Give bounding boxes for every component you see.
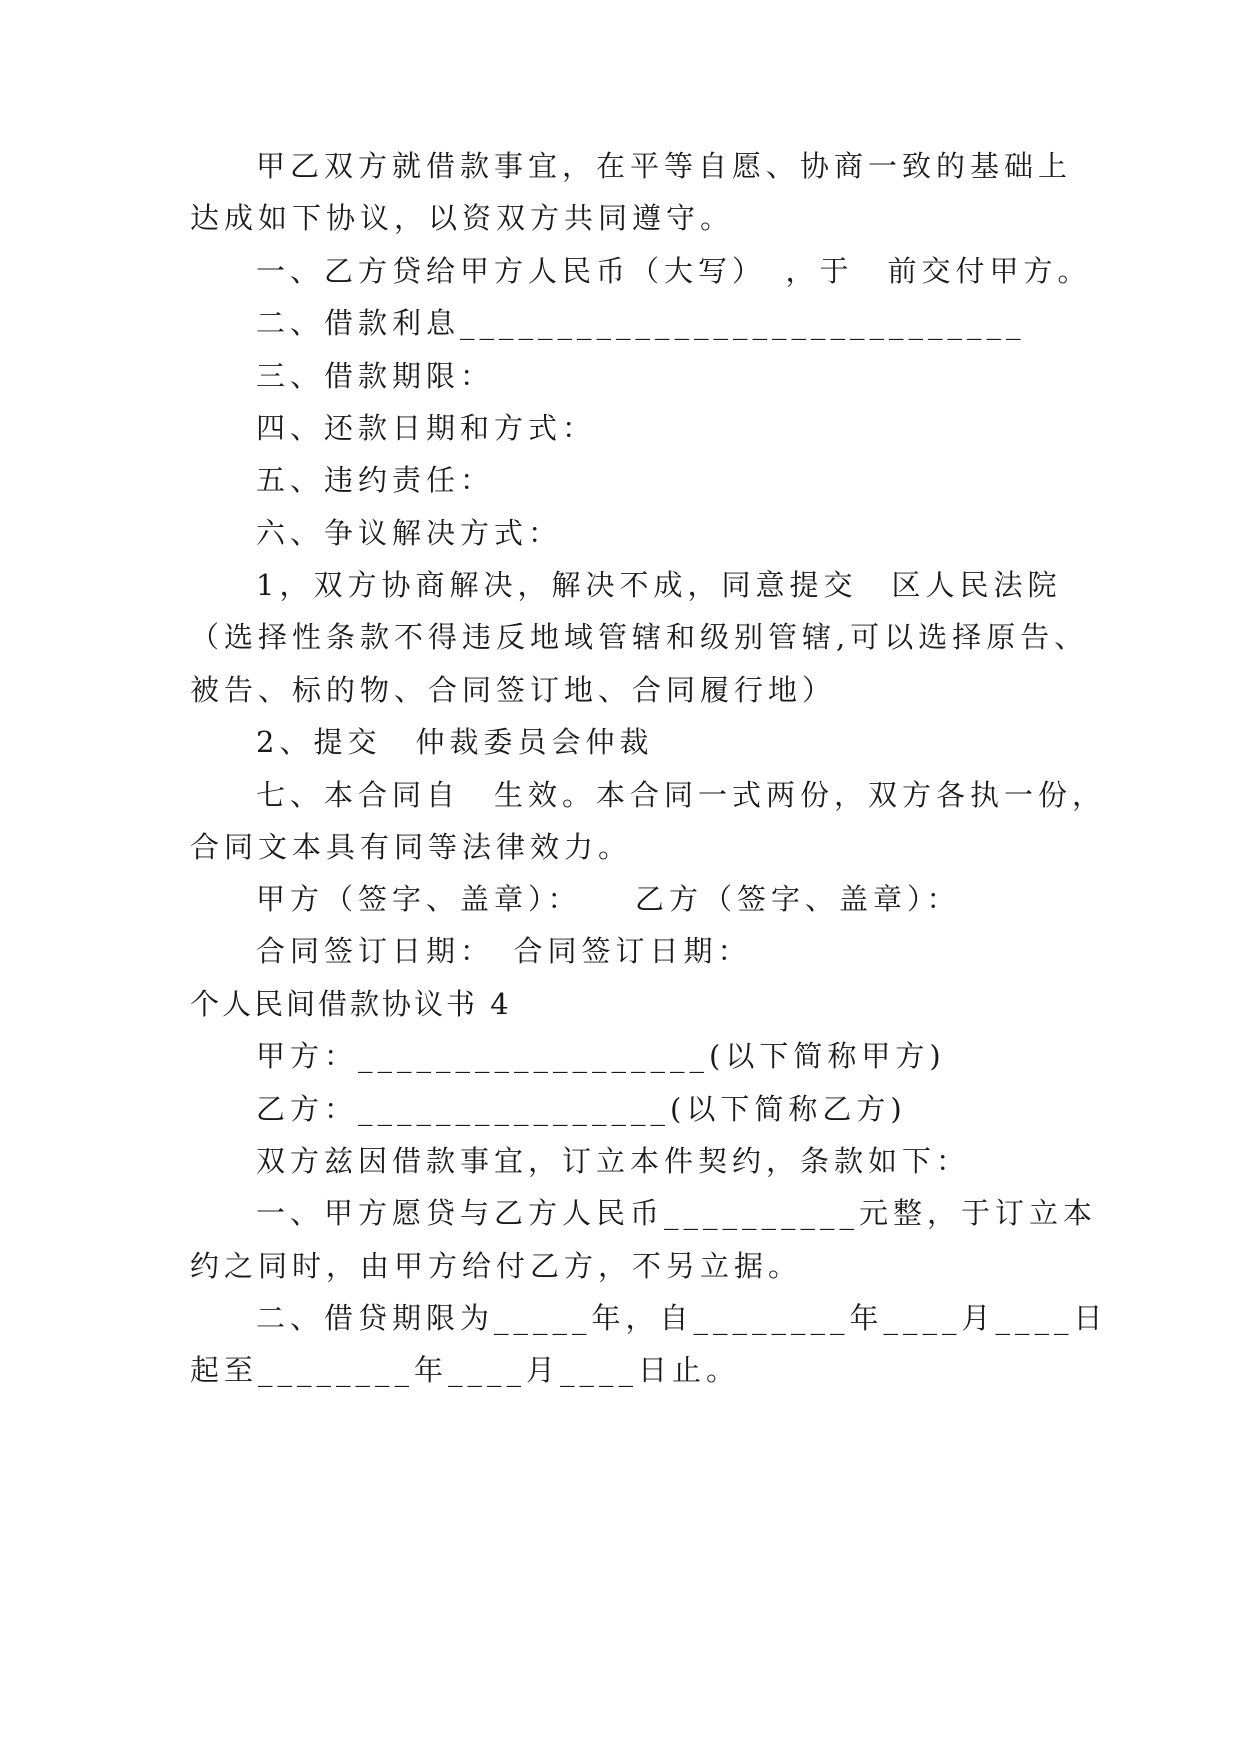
- clause-line: 五、违约责任：: [256, 463, 495, 497]
- paragraph-line: 被告、标的物、合同签订地、合同履行地）: [190, 673, 837, 707]
- clause-line: 2、提交 仲裁委员会仲裁: [256, 725, 654, 759]
- section-title: 个人民间借款协议书 4: [190, 987, 512, 1021]
- clause-line: 一、乙方贷给甲方人民币（大写） ，于 前交付甲方。: [256, 254, 1092, 288]
- paragraph-line: 双方兹因借款事宜，订立本件契约，条款如下：: [256, 1144, 971, 1178]
- paragraph-line: 甲乙双方就借款事宜，在平等自愿、协商一致的基础上: [256, 149, 1073, 183]
- clause-line: 二、借贷期限为_____年，自________年____月____日: [256, 1301, 1108, 1335]
- clause-line: 六、争议解决方式：: [256, 516, 563, 550]
- signature-line: 甲方（签字、盖章）： 乙方（签字、盖章）：: [256, 882, 961, 916]
- clause-line: 一、甲方愿贷与乙方人民币__________元整，于订立本: [256, 1196, 1098, 1230]
- paragraph-line: 达成如下协议，以资双方共同遵守。: [190, 201, 735, 235]
- clause-line: 三、借款期限：: [256, 359, 495, 393]
- paragraph-line: 约之同时，由甲方给付乙方，不另立据。: [190, 1249, 803, 1283]
- party-line: 乙方：________________(以下简称乙方): [256, 1092, 907, 1126]
- paragraph-line: 起至________年____月____日止。: [190, 1353, 741, 1387]
- paragraph-line: （选择性条款不得违反地域管辖和级别管辖,可以选择原告、: [190, 620, 1089, 654]
- clause-line: 四、还款日期和方式：: [256, 411, 597, 445]
- paragraph-line: 合同文本具有同等法律效力。: [190, 830, 633, 864]
- clause-line: 二、借款利息_____________________________: [256, 306, 1026, 340]
- clause-line: 七、本合同自 生效。本合同一式两份，双方各执一份，: [256, 778, 1107, 812]
- clause-line: 1，双方协商解决，解决不成，同意提交 区人民法院: [256, 568, 1062, 602]
- date-line: 合同签订日期： 合同签订日期：: [256, 934, 752, 968]
- party-line: 甲方：__________________(以下简称甲方): [256, 1039, 946, 1073]
